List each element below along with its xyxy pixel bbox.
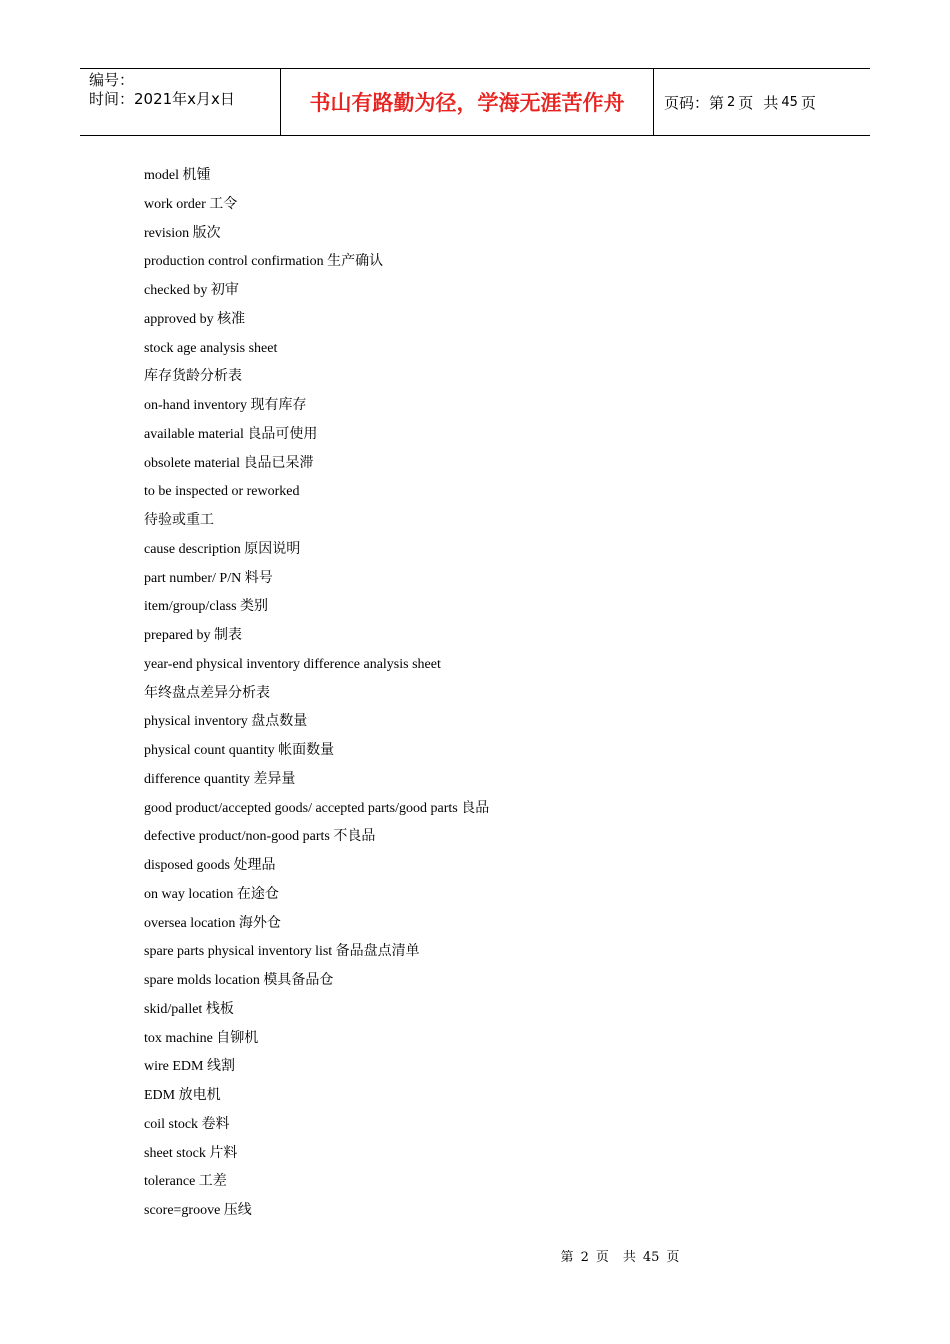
footer-ye-end: 页 bbox=[666, 1250, 680, 1265]
glossary-entry: stock age analysis sheet bbox=[144, 340, 278, 356]
glossary-entry: obsolete material 良品已呆滞 bbox=[144, 455, 314, 471]
glossary-entry: physical count quantity 帐面数量 bbox=[144, 743, 335, 758]
glossary-entry: 年终盘点差异分析表 bbox=[144, 685, 270, 701]
glossary-entry: revision 版次 bbox=[144, 225, 221, 241]
footer-gong: 共 bbox=[622, 1250, 636, 1265]
page-total-prefix: 共 bbox=[763, 93, 779, 112]
glossary-entry: model 机锺 bbox=[144, 168, 211, 183]
glossary-entry: cause description 原因说明 bbox=[144, 541, 301, 557]
glossary-entry: prepared by 制表 bbox=[144, 628, 242, 643]
glossary-entry: year-end physical inventory difference analysis sheet bbox=[144, 656, 441, 672]
glossary-entry: to be inspected or reworked bbox=[144, 484, 300, 500]
footer-ye: 页 bbox=[595, 1250, 609, 1265]
glossary-entry: tox machine 自铆机 bbox=[144, 1030, 259, 1046]
glossary-entry: spare molds location 模具备品仓 bbox=[144, 973, 334, 988]
glossary-entry: sheet stock 片料 bbox=[144, 1145, 238, 1161]
glossary-entry: good product/accepted goods/ accepted parts/good parts 良品 bbox=[144, 800, 490, 816]
page-footer bbox=[0, 1246, 950, 1265]
glossary-entry: item/group/class 类别 bbox=[144, 599, 269, 615]
footer-current-page: 2 bbox=[580, 1250, 589, 1265]
glossary-entry: EDM 放电机 bbox=[144, 1088, 221, 1103]
page-mid: 页 bbox=[738, 93, 754, 112]
header-motto: 书山有路勤为径，学海无涯苦作舟 bbox=[281, 69, 654, 135]
glossary-entry: on way location 在途仓 bbox=[144, 886, 279, 902]
glossary-entry: 待验或重工 bbox=[144, 513, 214, 528]
glossary-entry: wire EDM 线割 bbox=[144, 1059, 235, 1075]
glossary-list bbox=[144, 166, 489, 1230]
page-total: 45 bbox=[781, 94, 798, 110]
glossary-entry: spare parts physical inventory list 备品盘点清单 bbox=[144, 944, 420, 960]
glossary-entry: oversea location 海外仓 bbox=[144, 915, 281, 931]
glossary-entry: on-hand inventory 现有库存 bbox=[144, 398, 307, 413]
glossary-entry: checked by 初审 bbox=[144, 283, 239, 298]
glossary-entry: coil stock 卷料 bbox=[144, 1116, 230, 1132]
glossary-entry: available material 良品可使用 bbox=[144, 426, 318, 442]
page-prefix: 页码：第 bbox=[664, 93, 725, 112]
glossary-entry: score=groove 压线 bbox=[144, 1203, 252, 1218]
document-number-label: 编号： bbox=[89, 71, 135, 89]
glossary-entry: production control confirmation 生产确认 bbox=[144, 254, 384, 270]
glossary-entry: work order 工令 bbox=[144, 196, 238, 212]
glossary-entry: tolerance 工差 bbox=[144, 1174, 227, 1190]
glossary-entry: 库存货龄分析表 bbox=[144, 369, 242, 385]
glossary-entry: physical inventory 盘点数量 bbox=[144, 714, 308, 730]
page-suffix: 页 bbox=[800, 93, 816, 112]
glossary-entry: disposed goods 处理品 bbox=[144, 858, 276, 873]
document-date-label: 时间：2021年x月x日 bbox=[89, 90, 235, 108]
footer-total-pages: 45 bbox=[642, 1250, 660, 1265]
glossary-entry: defective product/non-good parts 不良品 bbox=[144, 829, 376, 845]
page-header bbox=[80, 68, 870, 136]
header-meta bbox=[80, 69, 281, 135]
page-current: 2 bbox=[727, 94, 736, 110]
header-page-indicator bbox=[654, 69, 870, 135]
footer-di: 第 bbox=[560, 1250, 574, 1265]
glossary-entry: difference quantity 差异量 bbox=[144, 771, 296, 787]
glossary-entry: part number/ P/N 料号 bbox=[144, 570, 273, 586]
glossary-entry: skid/pallet 栈板 bbox=[144, 1001, 234, 1017]
glossary-entry: approved by 核准 bbox=[144, 311, 246, 327]
